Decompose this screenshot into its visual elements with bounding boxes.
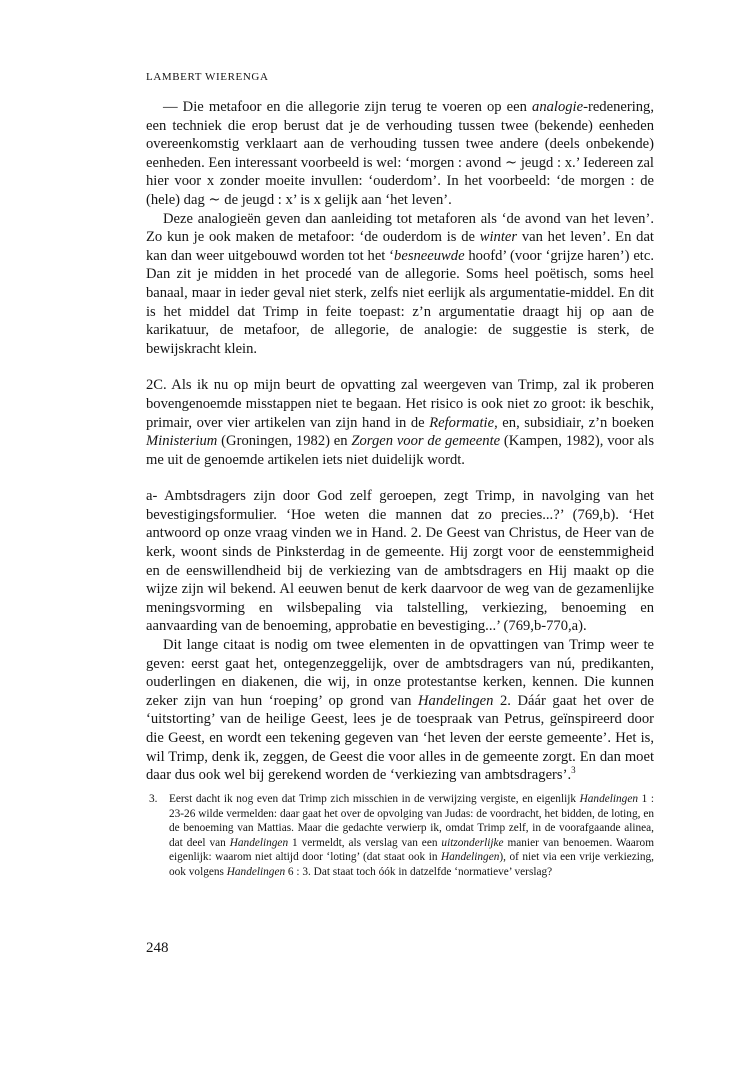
paragraph [146,636,654,785]
footnote-number: 3. [149,793,158,805]
text-run: (Groningen, 1982) en [217,433,352,450]
italic-text: Handelingen [226,865,286,878]
body-text [146,98,654,785]
text-run: ), of niet via een vrije verkiezing, ook volgens [169,851,654,878]
italic-text: Handelingen [441,851,500,864]
text-run: -redenering, een techniek die erop berust dat je de verhouding tussen twee (bekende) eenheden overeenkomstig verklaart aan de verhouding tussen twee andere (deels onbekende) eenheden. Een interessant voorbeeld is wel: ‘morgen : avond ∼ jeugd : x.’ Iedereen zal hier voor x zonder moeite invullen: ‘ouderdom’. In het voorbeeld: ‘de morgen : de (hele) dag ∼ de jeugd : x’ is x gelijk aan ‘het leven’. [146,99,654,208]
italic-text: Zorgen voor de gemeente [351,433,501,450]
paragraph [146,210,654,359]
italic-text: uitzonderlijke [441,836,504,849]
italic-text: Reformatie [429,414,495,431]
italic-text: analogie [532,99,584,115]
text-run: a- Ambtsdragers zijn door God zelf geroepen, zegt Trimp, in navolging van het bevestigingsformulier. ‘Hoe weten die mannen dat zo precies...?’ (769,b). ‘Het antwoord op onze vraag vinden we in Hand. 2. De Geest van Christus, de Heer van de kerk, woont sinds de Pinksterdag in de gemeente. Hij zorgt voor de eenstemmigheid en de eenswillendheid bij de verkiezing van de ambtsdragers en Hij maakt op die wijze zijn wil bekend. Al eeuwen benut de kerk daarvoor de weg van de gezamenlijke meningsvorming en wilsbepaling via talstelling, verkiezing, benoeming en aanvaarding van de benoeming, approbatie en bevestiging...’ (769,b-770,a). [146,488,654,635]
running-header: LAMBERT WIERENGA [146,71,269,83]
italic-text: besneeuwde [394,247,465,264]
paragraph [146,376,654,469]
text-run: 2C. Als ik nu op mijn beurt de opvatting zal weergeven van Trimp, zal ik proberen bovengenoemde misstappen niet te begaan. Het risico is ook niet zo groot: ik beschik, primair, over vier artikelen van zijn hand in de [146,377,654,431]
italic-text: Handelingen [579,793,638,805]
footnotes [146,792,654,880]
text-run: Dit lange citaat is nodig om twee elementen in de opvattingen van Trimp weer te geven: eerst gaat het, ontegenzeggelijk, over de ambtsdragers van nú, predikanten, ouderlingen en diakenen, die wij, in onze protestantse kerken, kennen. Die kunnen zeker zijn van hun ‘roeping’ op grond van [146,637,654,709]
page-number: 248 [146,940,169,956]
text-run: van het leven’. En dat kan dan weer uitgebouwd worden tot het ‘ [146,229,654,264]
text-run: 1 vermeldt, als verslag van een [288,836,442,849]
text-run: 2. Dáár gaat het over de ‘uitstorting’ van de heilige Geest, lees je de toespraak van Petrus, geïnspireerd door die Geest, en wordt een tekening gegeven van ‘het leven der eerste gemeente’. Het is, wil Trimp, denk ik, zeggen, de Geest die voor alles in de gemeente zorgt. En dan moet daar dus ook wel bij gerekend worden de ‘verkiezing van ambtsdragers’. [146,692,654,784]
text-run: Deze analogieën geven dan aanleiding tot metaforen als ‘de avond van het leven’. Zo kun je ook maken de metafoor: ‘de ouderdom is de [146,210,654,246]
footnote-reference: 3 [571,765,576,776]
footnote-text [169,793,654,878]
footnote [146,792,654,880]
paragraph [146,98,654,210]
text-run: 6 : 3. Dat staat toch óók in datzelfde ‘normatieve’ verslag? [285,865,553,878]
text-run: manier van benoemen. Waarom eigenlijk: waarom niet altijd door ‘loting’ (dat staat ook in [169,836,654,864]
italic-text: Handelingen [418,692,494,709]
text-run: , en, subsidiair, z’n boeken [494,414,654,431]
italic-text: winter [479,229,518,246]
text-run: Eerst dacht ik nog even dat Trimp zich misschien in de verwijzing vergiste, en eigenlijk [169,793,580,805]
text-run: (Kampen, 1982), voor als me uit de genoemde artikelen iets niet duidelijk wordt. [146,433,654,468]
text-run: 1 : 23-26 wilde vermelden: daar gaat het over de opvolging van Judas: de voordracht, het bidden, de loting, en de benoeming van Mattias. Maar die gedachte verwierp ik, omdat Trimp zelf, in de voorafgaande alinea, dat deel van [169,793,654,849]
text-run: hoofd’ (voor ‘grijze haren’) etc. Dan zit je midden in het procedé van de allegorie. Soms heel poëtisch, soms heel banaal, maar in ieder geval niet sterk, zelfs niet eerlijk als argumentatie-middel. En dit is het middel dat Trimp in feite toepast: z’n argumentatie draagt hij op aan de karikatuur, de metafoor, de allegorie, de analogie: de suggestie is sterk, de bewijskracht klein. [146,247,654,357]
italic-text: Ministerium [146,433,218,450]
text-run: — Die metafoor en die allegorie zijn terug te voeren op een [163,99,533,115]
italic-text: Handelingen [229,836,289,849]
paragraph [146,487,654,636]
